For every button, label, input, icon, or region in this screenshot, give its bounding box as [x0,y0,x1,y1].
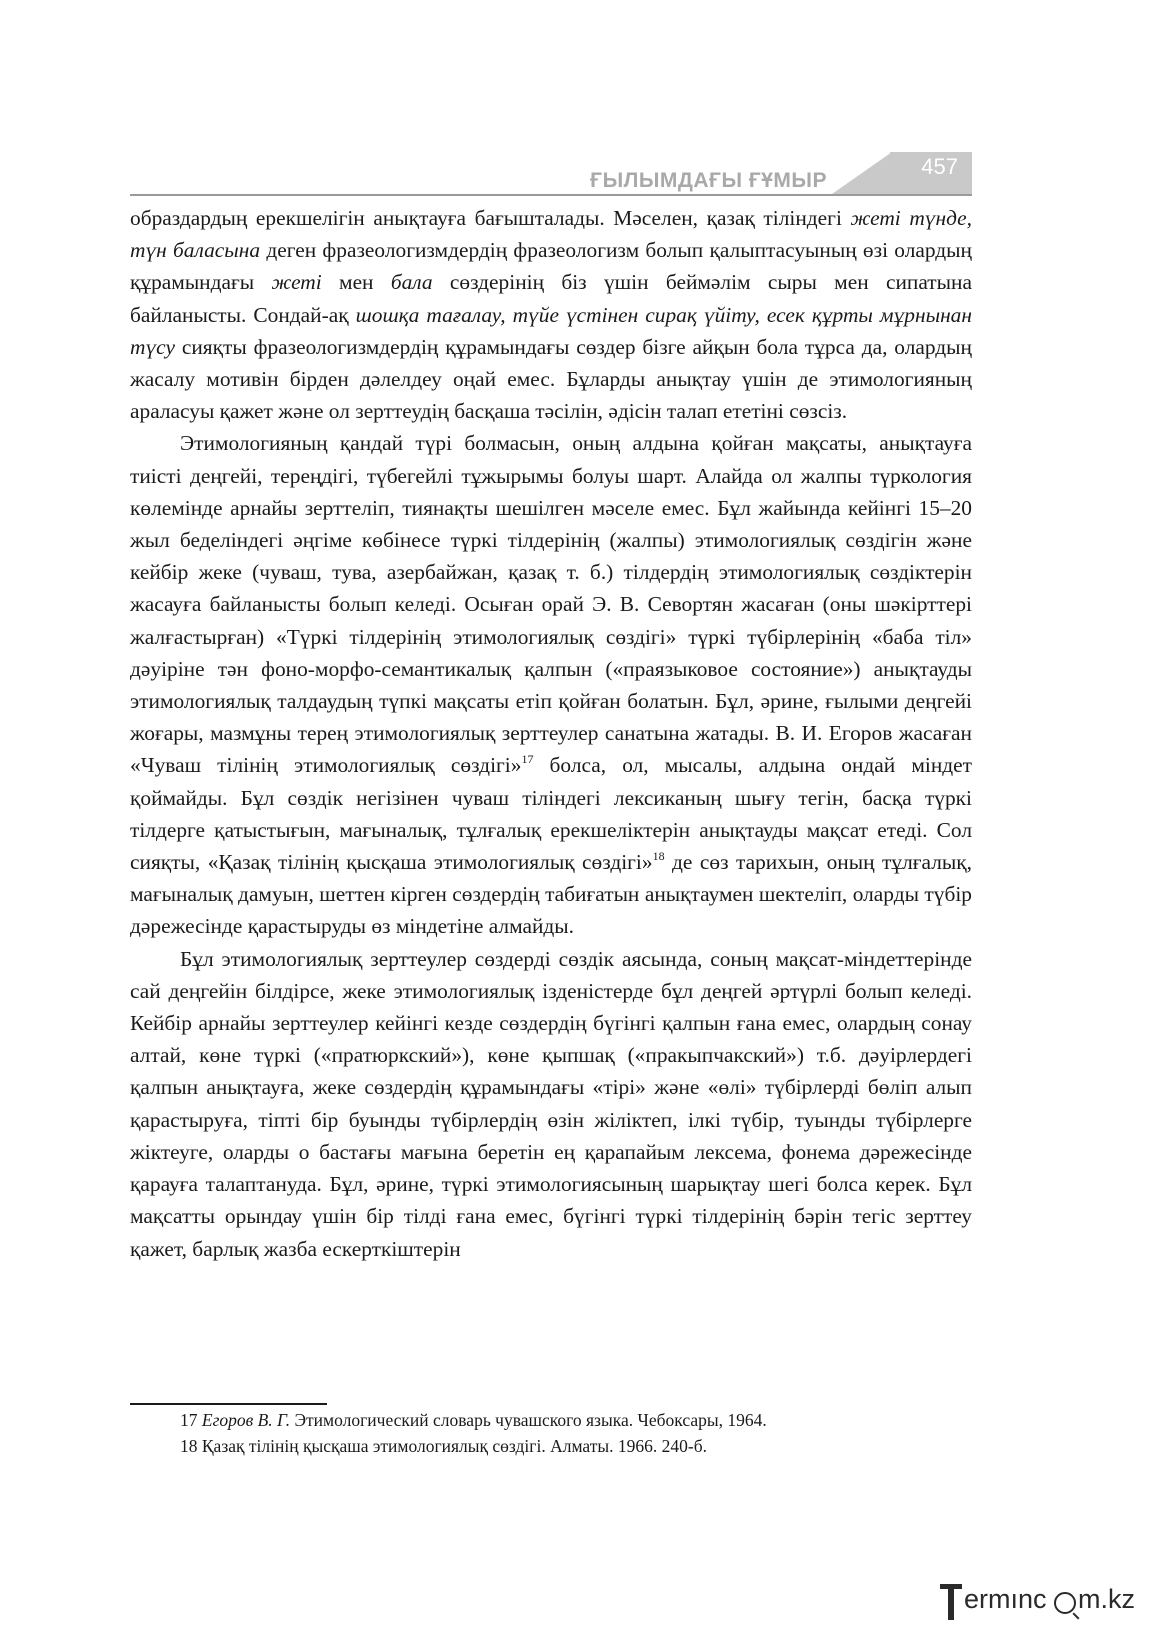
text-run: Этимологический словарь чувашского языка. Чебоксары, 1964. [290,1410,767,1430]
page-number: 457 [921,154,958,179]
text-run: деген фразеологизмдердің фразеологизм болып қалыптасуының өзі олардың құрамындағы [130,238,972,295]
text-run: де сөз тарихын, оның тұлғалық, мағыналық дамуын, шеттен кірген сөздердің табиғатын анықтаумен шектеліп, оларды түбір дәрежесінде қарастыруды өз міндетіне алмайды. [130,850,972,939]
header-tab-wedge [832,152,892,194]
watermark-t-letter [940,1584,962,1620]
text-run: 18 Қазақ тілінің қысқаша этимологиялық сөздігі. Алматы. 1966. 240-б. [180,1436,707,1456]
text-run: Этимологияның қандай түрі болмасын, оның алдына қойған мақсаты, анықтауға тиісті деңгейі, тереңдігі, түбегейлі тұжырымы болуы шарт. Алайда ол жалпы түркология көлемінде арнайы зерттеліп, тиянақты шешілген мәселе емес. Бұл жайында кейінгі 15–20 жыл беделіндегі әңгіме көбінесе түркі тілдерінің (жалпы) этимологиялық сөздігін және кейбір жеке (чуваш, тува, азербайжан, қазақ т. б.) тілдердің этимологиялық сөздіктерін жасауға байланысты болып келеді. Осыған орай Э. В. Севортян жасаған (оны шәкірттері жалғастырған) «Түркі тілдерінің этимологиялық сөздігі» түркі түбірлерінің «баба тіл» дәуіріне тән фоно-морфо-семантикалық қалпын («праязыковое состояние») анықтауды этимологиялық талдаудың түпкі мақсаты етіп қойған болатын. Бұл, әрине, ғылыми деңгейі жоғары, мазмұны терең этимологиялық зерттеулер санатына жатады. В. И. Егоров жасаған «Чуваш тілінің этимологиялық сөздігі» [130,431,972,778]
text-run: Бұл этимологиялық зерттеулер сөздерді сөздік аясында, соның мақсат-міндеттерінде сай деңгейін білдірсе, жеке этимологиялық ізденістерде бұл деңгей әртүрлі болып келеді. Кейбір арнайы зерттеулер кейінгі кезде сөздердің бүгінгі қалпын ғана емес, олардың сонау алтай, көне түркі («пратюркский»), көне қыпшақ («пракыпчакский») т.б. дәуірлердегі қалпын анықтауға, жеке сөздердің құрамындағы «тірі» және «өлі» түбірлерді бөліп алып қарастыруға, тіпті бір буынды түбірлердің өзін жіліктеп, ілкі түбір, туынды түбірлерге жіктеуге, оларды о бастағы мағына беретін ең қарапайым лексема, фонема дәрежесінде қарауға талаптануда. Бұл, әрине, түркі этимологиясының шарықтау шегі болса керек. Бұл мақсатты орындау үшін бір тілді ғана емес, бүгінгі түркі тілдерінің бәрін тегіс зерттеу қажет, барлық жазба ескерткіштерін [130,946,972,1261]
magnifier-icon [1054,1592,1076,1614]
text-run: сияқты фразеологизмдердің құрамындағы сөздер бізге айқын бола тұрса да, олардың жасалу мотивін бірден дәлелдеу оңай емес. Бұларды анықтау үшін де этимологияның араласуы қажет және ол зерттеудің басқаша тәсілін, әдісін талап ететіні сөзсіз. [130,334,972,424]
footnote [180,1433,980,1459]
text-run: сөздерінің біз үшін беймәлім сыры мен сипатына байланысты. Сондай-ақ [130,270,972,327]
paragraph [130,943,972,1265]
italic-phrase: жеті [271,270,322,295]
watermark-text-part2: m.kz [1078,1584,1135,1614]
watermark-text-part1: ermınc [964,1584,1047,1614]
running-header [130,150,972,196]
italic-phrase: шошқа тағалау, түйе үстінен сирақ үйіту, есек құрты мұрнынан түсу [130,302,972,359]
footnote-rule [130,1403,327,1405]
text-run: образдардың ерекшелігін анықтауға бағышталады. Мәселен, қазақ тіліндегі [130,206,851,230]
paragraph [130,427,972,942]
paragraph [130,202,972,427]
italic-phrase: жеті түнде, түн баласына [130,206,972,263]
text-run: мен [321,270,391,295]
footnotes [180,1407,980,1459]
footnote-ref: 17 [521,752,534,767]
footnote [180,1407,980,1433]
text-run: болса, ол, мысалы, алдына ондай міндет қоймайды. Бұл сөздік негізінен чуваш тіліндегі лексиканың шығу тегін, басқа түркі тілдерге қатыстығын, мағыналық, тұлғалық ерекшеліктерін анықтауды мақсат етеді. Сол сияқты, «Қазақ тілінің қысқаша этимологиялық сөздігі» [130,753,972,875]
text-run: 17 [180,1410,202,1430]
header-rule [130,194,972,196]
site-watermark-logo [940,1584,1150,1624]
running-title: ҒЫЛЫМДАҒЫ ҒҰМЫР [590,169,827,192]
main-text [130,202,972,1265]
italic-phrase: бала [390,270,433,295]
page-number-tab [890,152,972,194]
italic-phrase: Егоров В. Г. [201,1410,291,1430]
footnote-ref: 18 [652,849,665,864]
